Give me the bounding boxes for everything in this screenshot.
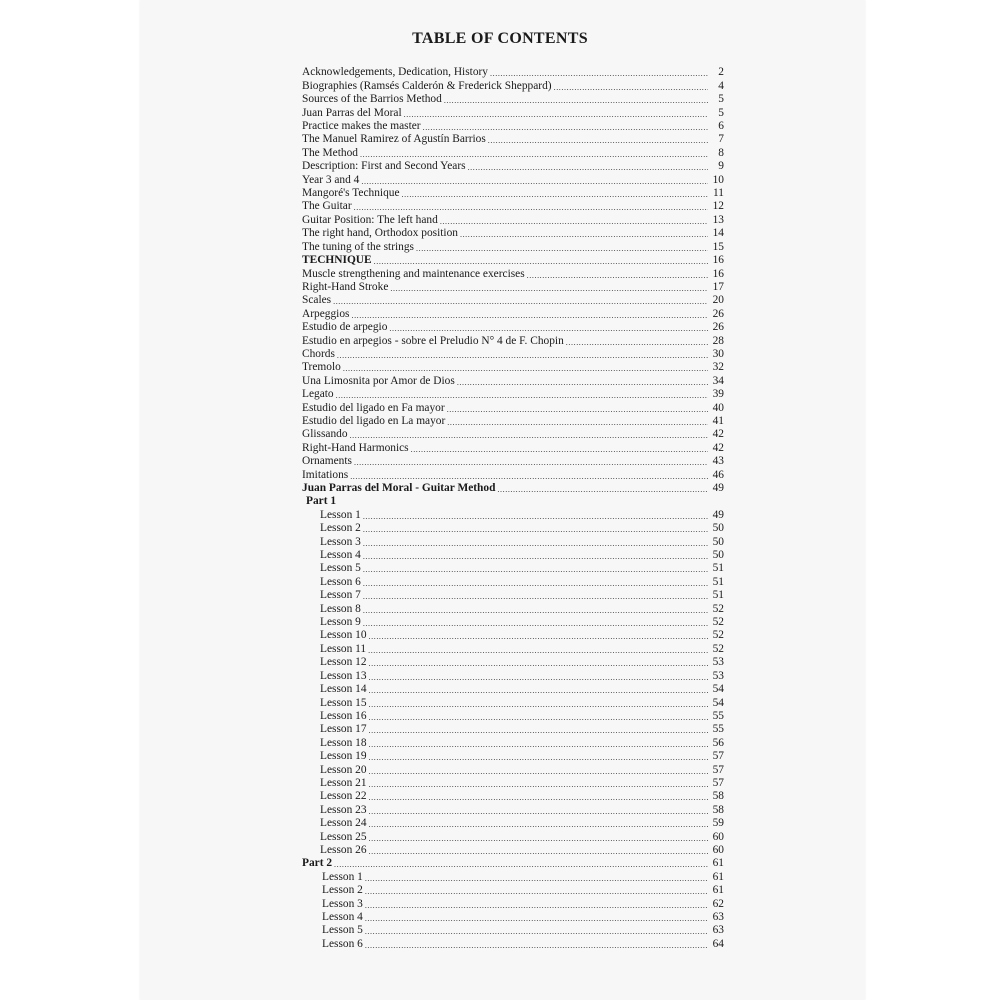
toc-entry: [302, 508, 724, 521]
toc-entry-label: Year 3 and 4: [302, 173, 360, 186]
toc-entry-label: Arpeggios: [302, 307, 350, 320]
toc-entry-label: Chords: [302, 347, 335, 360]
dot-leader: [363, 605, 708, 616]
toc-entry-label: Part 1: [306, 495, 337, 508]
toc-entry-label: Guitar Position: The left hand: [302, 213, 438, 226]
toc-entry-page-number: 16: [712, 267, 724, 280]
toc-entry-label: Lesson 5: [320, 562, 361, 575]
toc-entry-page-number: 64: [712, 937, 724, 950]
toc-entry-page-number: 5: [718, 106, 724, 119]
toc-entry-label: Sources of the Barrios Method: [302, 93, 442, 106]
toc-entry: [302, 616, 724, 629]
toc-entry-page-number: 34: [712, 374, 724, 387]
toc-entry-label: Lesson 2: [320, 522, 361, 535]
dot-leader: [365, 886, 708, 897]
toc-entry-label: Right-Hand Stroke: [302, 280, 389, 293]
toc-entry-label: Lesson 19: [320, 750, 367, 763]
toc-entry: [302, 710, 724, 723]
toc-entry-page-number: 57: [712, 763, 724, 776]
page-title: TABLE OF CONTENTS: [412, 30, 588, 47]
toc-entry: [302, 146, 724, 159]
toc-entry-page-number: 58: [712, 803, 724, 816]
dot-leader: [369, 712, 708, 723]
toc-entry-page-number: 54: [712, 696, 724, 709]
dot-leader: [390, 283, 708, 294]
toc-entry-label: Lesson 16: [320, 709, 367, 722]
toc-entry: [302, 281, 724, 294]
toc-entry: [302, 830, 724, 843]
dot-leader: [369, 779, 708, 790]
toc-entry: [302, 388, 724, 401]
dot-leader: [361, 176, 708, 187]
toc-entry-label: Biographies (Ramsés Calderón & Frederick Sheppard): [302, 79, 552, 92]
toc-entry: [302, 227, 724, 240]
toc-entry-label: Lesson 21: [320, 776, 367, 789]
toc-entry: [302, 106, 724, 119]
toc-entry-label: Legato: [302, 388, 334, 401]
dot-leader: [363, 511, 708, 522]
toc-entry-page-number: 32: [712, 361, 724, 374]
toc-entry: [302, 911, 724, 924]
toc-entry-label: Glissando: [302, 428, 348, 441]
toc-entry-label: Lesson 1: [320, 508, 361, 521]
toc-entry: [302, 441, 724, 454]
toc-entry-page-number: 55: [712, 723, 724, 736]
toc-entry-label: Description: First and Second Years: [302, 160, 466, 173]
toc-entry: [302, 187, 724, 200]
toc-entry-page-number: 52: [712, 616, 724, 629]
toc-entry: [302, 803, 724, 816]
dot-leader: [351, 310, 708, 321]
toc-entry-page-number: 61: [712, 857, 724, 870]
toc-entry: [302, 66, 724, 79]
toc-entry: [302, 723, 724, 736]
toc-entry-page-number: 26: [712, 307, 724, 320]
dot-leader: [369, 685, 708, 696]
toc-entry-page-number: 6: [718, 120, 724, 133]
toc-entry-page-number: 43: [712, 455, 724, 468]
toc-entry: [302, 575, 724, 588]
toc-entry-label: Acknowledgements, Dedication, History: [302, 66, 489, 79]
dot-leader: [402, 189, 708, 200]
toc-entry: [302, 924, 724, 937]
toc-entry-label: Estudio del ligado en Fa mayor: [302, 401, 445, 414]
toc-entry: [302, 642, 724, 655]
toc-entry-label: Lesson 26: [320, 843, 367, 856]
toc-entry-page-number: 39: [712, 388, 724, 401]
toc-entry-label: Part 2: [302, 857, 333, 870]
toc-entry: [302, 374, 724, 387]
toc-entry-label: Lesson 4: [320, 549, 361, 562]
toc-entry: [302, 468, 724, 481]
toc-entry-label: Estudio del ligado en La mayor: [302, 414, 446, 427]
dot-leader: [404, 109, 708, 120]
toc-entry-page-number: 4: [718, 79, 724, 92]
toc-entry-page-number: 10: [712, 173, 724, 186]
toc-entry-page-number: 17: [712, 280, 724, 293]
toc-entry: [302, 160, 724, 173]
dot-leader: [363, 618, 708, 629]
toc-entry: [302, 589, 724, 602]
toc-entry: [302, 254, 724, 267]
dot-leader: [423, 122, 708, 133]
toc-entry-label: Muscle strengthening and maintenance exercises: [302, 267, 525, 280]
dot-leader: [411, 444, 708, 455]
toc-entry: [302, 736, 724, 749]
toc-entry-page-number: 14: [712, 227, 724, 240]
toc-entry: [302, 240, 724, 253]
toc-entry-page-number: 51: [712, 562, 724, 575]
toc-entry-page-number: 30: [712, 347, 724, 360]
dot-leader: [369, 806, 708, 817]
toc-entry-label: Juan Parras del Moral: [302, 106, 402, 119]
dot-leader: [360, 149, 708, 160]
toc-entry-label: Lesson 7: [320, 589, 361, 602]
dot-leader: [457, 377, 708, 388]
dot-leader: [363, 591, 708, 602]
dot-leader: [369, 766, 708, 777]
dot-leader: [369, 699, 708, 710]
dot-leader: [488, 135, 708, 146]
toc-entry-page-number: 60: [712, 830, 724, 843]
toc-entry-label: Lesson 11: [320, 642, 367, 655]
dot-leader: [369, 631, 708, 642]
dot-leader: [343, 363, 708, 374]
toc-entry-page-number: 63: [712, 924, 724, 937]
toc-entry-label: Lesson 24: [320, 817, 367, 830]
table-of-contents: [302, 66, 724, 951]
toc-entry-label: Lesson 9: [320, 616, 361, 629]
toc-entry-label: Ornaments: [302, 455, 352, 468]
toc-entry: [302, 93, 724, 106]
toc-entry-page-number: 15: [712, 240, 724, 253]
toc-entry: [302, 415, 724, 428]
toc-entry-label: Imitations: [302, 468, 349, 481]
toc-entry-label: The Manuel Ramirez of Agustín Barrios: [302, 133, 486, 146]
dot-leader: [365, 900, 708, 911]
toc-entry-label: Lesson 14: [320, 683, 367, 696]
toc-entry-label: Lesson 6: [322, 937, 363, 950]
toc-entry-label: Lesson 8: [320, 602, 361, 615]
toc-entry: [302, 307, 724, 320]
dot-leader: [354, 202, 708, 213]
dot-leader: [389, 323, 708, 334]
toc-entry-page-number: 20: [712, 294, 724, 307]
toc-entry-page-number: 5: [718, 93, 724, 106]
toc-entry: [302, 334, 724, 347]
dot-leader: [447, 417, 708, 428]
dot-leader: [369, 658, 708, 669]
toc-entry-page-number: 42: [712, 428, 724, 441]
dot-leader: [468, 162, 708, 173]
toc-entry-label: Estudio de arpegio: [302, 321, 388, 334]
toc-entry: [302, 482, 724, 495]
toc-entry-label: Lesson 6: [320, 575, 361, 588]
toc-entry-label: Estudio en arpegios - sobre el Preludio N° 4 de F. Chopin: [302, 334, 564, 347]
dot-leader: [337, 350, 708, 361]
dot-leader: [369, 739, 708, 750]
toc-entry-page-number: 59: [712, 817, 724, 830]
toc-entry: [302, 535, 724, 548]
toc-entry-page-number: 51: [712, 589, 724, 602]
dot-leader: [497, 484, 708, 495]
toc-entry-label: Lesson 15: [320, 696, 367, 709]
toc-entry-page-number: 50: [712, 535, 724, 548]
toc-entry: [302, 870, 724, 883]
toc-entry: [302, 294, 724, 307]
toc-entry-label: Lesson 4: [322, 911, 363, 923]
toc-entry-page-number: 57: [712, 776, 724, 789]
toc-entry-page-number: 52: [712, 629, 724, 642]
toc-entry-page-number: 58: [712, 790, 724, 803]
dot-leader: [527, 270, 708, 281]
toc-entry: [302, 857, 724, 870]
dot-leader: [369, 672, 708, 683]
toc-entry: [302, 790, 724, 803]
dot-leader: [374, 256, 708, 267]
toc-entry: [302, 495, 724, 508]
toc-entry: [302, 455, 724, 468]
toc-entry: [302, 428, 724, 441]
toc-entry: [302, 173, 724, 186]
toc-entry-label: Lesson 20: [320, 763, 367, 776]
toc-entry-label: The tuning of the strings: [302, 240, 414, 253]
toc-entry: [302, 401, 724, 414]
dot-leader: [554, 82, 708, 93]
toc-entry-page-number: 55: [712, 709, 724, 722]
toc-entry-page-number: 49: [712, 508, 724, 521]
toc-entry-label: The Method: [302, 146, 358, 159]
toc-entry: [302, 267, 724, 280]
toc-entry-label: Lesson 2: [322, 884, 363, 897]
toc-entry: [302, 844, 724, 857]
toc-entry: [302, 133, 724, 146]
dot-leader: [363, 524, 708, 535]
toc-entry-page-number: 11: [713, 187, 724, 200]
toc-entry: [302, 549, 724, 562]
dot-leader: [365, 873, 708, 884]
toc-entry: [302, 321, 724, 334]
dot-leader: [354, 457, 708, 468]
toc-entry: [302, 200, 724, 213]
toc-entry: [302, 683, 724, 696]
dot-leader: [460, 229, 708, 240]
dot-leader: [336, 390, 708, 401]
toc-entry-page-number: 61: [712, 870, 724, 883]
toc-entry: [302, 361, 724, 374]
toc-entry-page-number: 54: [712, 683, 724, 696]
toc-entry-label: The right hand, Orthodox position: [302, 227, 458, 240]
toc-entry-label: Right-Hand Harmonics: [302, 441, 409, 454]
toc-entry-label: Scales: [302, 294, 332, 307]
toc-entry-label: Lesson 10: [320, 629, 367, 642]
toc-entry-page-number: 52: [712, 602, 724, 615]
toc-entry: [302, 120, 724, 133]
toc-entry-page-number: 41: [712, 414, 724, 427]
toc-entry: [302, 696, 724, 709]
toc-entry: [302, 763, 724, 776]
dot-leader: [365, 913, 708, 924]
toc-entry-page-number: 49: [712, 482, 724, 494]
dot-leader: [566, 337, 708, 348]
dot-leader: [490, 68, 708, 79]
toc-entry-page-number: 51: [712, 575, 724, 588]
dot-leader: [368, 645, 708, 656]
toc-entry-page-number: 26: [712, 321, 724, 334]
toc-entry-page-number: 8: [718, 146, 724, 159]
toc-entry: [302, 884, 724, 897]
toc-entry-page-number: 53: [712, 656, 724, 669]
dot-leader: [350, 430, 708, 441]
toc-entry: [302, 669, 724, 682]
toc-entry-label: Lesson 18: [320, 736, 367, 749]
toc-entry-page-number: 9: [718, 160, 724, 173]
toc-entry: [302, 937, 724, 950]
toc-entry-page-number: 56: [712, 736, 724, 749]
toc-entry-page-number: 61: [712, 884, 724, 897]
toc-entry-label: Lesson 23: [320, 803, 367, 816]
toc-entry-page-number: 46: [712, 468, 724, 481]
dot-leader: [416, 243, 708, 254]
toc-entry-label: Una Limosnita por Amor de Dios: [302, 374, 455, 387]
toc-entry-page-number: 40: [712, 401, 724, 414]
dot-leader: [363, 551, 708, 562]
toc-entry-label: Mangoré's Technique: [302, 187, 400, 200]
toc-entry: [302, 79, 724, 92]
dot-leader: [369, 752, 708, 763]
dot-leader: [369, 846, 708, 857]
toc-entry-label: Lesson 17: [320, 723, 367, 736]
dot-leader: [369, 833, 708, 844]
toc-entry: [302, 656, 724, 669]
toc-entry: [302, 562, 724, 575]
toc-entry-label: Lesson 5: [322, 924, 363, 937]
toc-entry: [302, 817, 724, 830]
toc-entry: [302, 777, 724, 790]
dot-leader: [363, 564, 708, 575]
toc-entry-page-number: 12: [712, 200, 724, 213]
toc-entry: [302, 750, 724, 763]
dot-leader: [333, 296, 708, 307]
toc-entry-label: The Guitar: [302, 200, 352, 213]
toc-entry-label: Lesson 1: [322, 870, 363, 883]
toc-entry-page-number: 28: [712, 334, 724, 347]
toc-entry-page-number: 63: [712, 911, 724, 923]
toc-entry-page-number: 52: [712, 642, 724, 655]
toc-entry-label: Lesson 22: [320, 790, 367, 803]
toc-entry-page-number: 42: [712, 441, 724, 454]
toc-entry-page-number: 60: [712, 843, 724, 856]
toc-entry-label: Lesson 12: [320, 656, 367, 669]
dot-leader: [369, 792, 708, 803]
toc-entry-page-number: 2: [718, 66, 724, 79]
dot-leader: [369, 819, 708, 830]
dot-leader: [369, 725, 708, 736]
toc-entry-label: Tremolo: [302, 361, 341, 374]
toc-entry: [302, 629, 724, 642]
dot-leader: [365, 926, 708, 937]
toc-entry-label: Lesson 3: [320, 535, 361, 548]
toc-entry-page-number: 50: [712, 549, 724, 562]
toc-entry-label: Practice makes the master: [302, 120, 421, 133]
toc-entry: [302, 602, 724, 615]
toc-entry-page-number: 62: [712, 897, 724, 910]
toc-entry-label: TECHNIQUE: [302, 254, 372, 267]
toc-entry-page-number: 16: [712, 254, 724, 267]
dot-leader: [440, 216, 708, 227]
dot-leader: [334, 859, 708, 870]
toc-entry: [302, 348, 724, 361]
dot-leader: [447, 404, 708, 415]
toc-entry-page-number: 50: [712, 522, 724, 535]
toc-entry-label: Lesson 13: [320, 669, 367, 682]
toc-entry-label: Lesson 25: [320, 830, 367, 843]
dot-leader: [444, 95, 708, 106]
dot-leader: [350, 471, 708, 482]
toc-entry-page-number: 13: [712, 213, 724, 226]
dot-leader: [363, 578, 708, 589]
toc-entry: [302, 213, 724, 226]
toc-entry-label: Juan Parras del Moral - Guitar Method: [302, 482, 496, 494]
toc-entry: [302, 897, 724, 910]
toc-entry-page-number: 7: [718, 133, 724, 146]
toc-entry-page-number: 57: [712, 750, 724, 763]
dot-leader: [363, 538, 708, 549]
toc-entry: [302, 522, 724, 535]
toc-entry-page-number: 53: [712, 669, 724, 682]
toc-entry-label: Lesson 3: [322, 897, 363, 910]
dot-leader: [365, 940, 708, 951]
